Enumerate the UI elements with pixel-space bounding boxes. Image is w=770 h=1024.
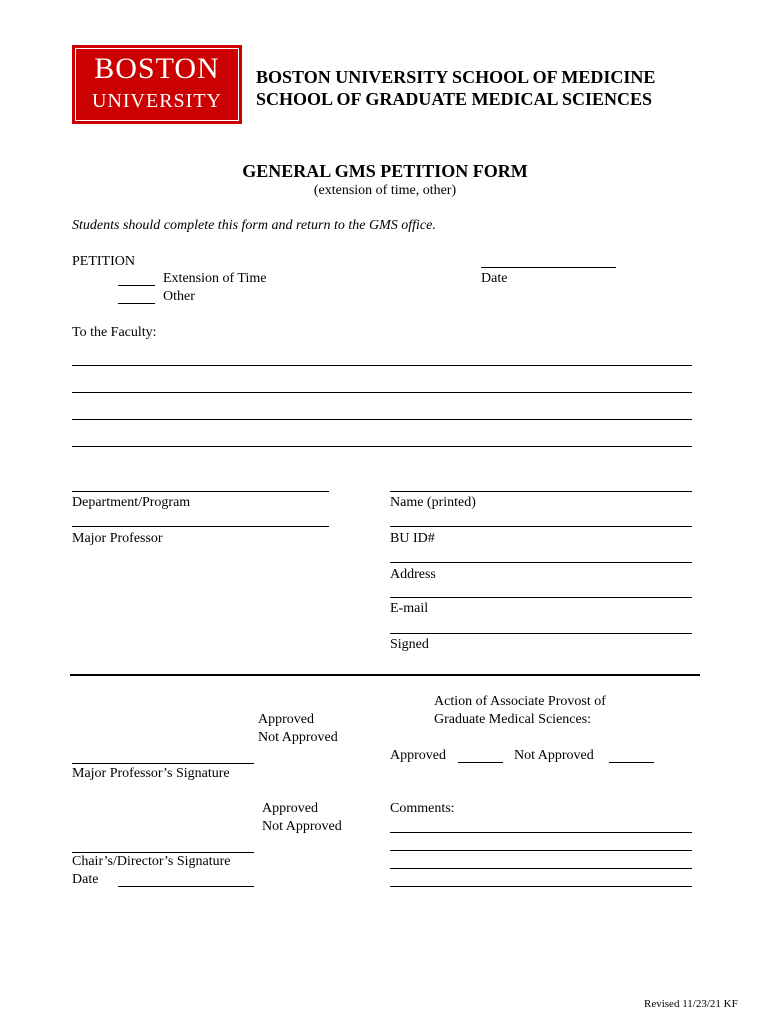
section-divider <box>70 674 700 676</box>
email-label: E-mail <box>390 601 429 616</box>
option-extension-of-time: Extension of Time <box>163 271 267 286</box>
name-field-line[interactable] <box>390 491 692 492</box>
provost-not-approved-blank[interactable] <box>609 762 654 763</box>
address-label: Address <box>390 567 436 582</box>
signed-label: Signed <box>390 637 429 652</box>
name-printed-label: Name (printed) <box>390 495 476 510</box>
provost-action-line2: Graduate Medical Sciences: <box>434 712 592 727</box>
chair-signature-label: Chair’s/Director’s Signature <box>72 854 231 869</box>
form-subtitle: (extension of time, other) <box>313 183 457 198</box>
header-graduate-sciences: SCHOOL OF GRADUATE MEDICAL SCIENCES <box>256 89 653 109</box>
major-prof-not-approved: Not Approved <box>258 730 338 745</box>
bu-id-label: BU ID# <box>390 531 435 546</box>
form-title: GENERAL GMS PETITION FORM <box>242 161 528 181</box>
provost-action-line1: Action of Associate Provost of <box>434 694 606 709</box>
to-faculty-label: To the Faculty: <box>72 325 157 340</box>
logo-text-university: UNIVERSITY <box>92 90 222 112</box>
comments-line-4[interactable] <box>390 886 692 887</box>
comments-line-2[interactable] <box>390 850 692 851</box>
extension-checkbox-blank[interactable] <box>118 285 155 286</box>
comments-line-1[interactable] <box>390 832 692 833</box>
major-prof-signature-line[interactable] <box>72 763 254 764</box>
comments-label: Comments: <box>390 801 455 816</box>
boston-university-logo <box>72 45 242 124</box>
other-checkbox-blank[interactable] <box>118 303 155 304</box>
revised-note: Revised 11/23/21 KF <box>644 998 738 1010</box>
comments-line-3[interactable] <box>390 868 692 869</box>
chair-not-approved: Not Approved <box>262 819 342 834</box>
provost-not-approved-label: Not Approved <box>514 748 594 763</box>
petition-text-line-2[interactable] <box>72 392 692 393</box>
petition-text-line-1[interactable] <box>72 365 692 366</box>
date-label: Date <box>481 271 508 286</box>
petition-label: PETITION <box>72 254 135 269</box>
option-other: Other <box>163 289 195 304</box>
chair-date-label: Date <box>72 872 99 887</box>
petition-text-line-3[interactable] <box>72 419 692 420</box>
instructions-text: Students should complete this form and return to the GMS office. <box>72 218 436 233</box>
department-field-line[interactable] <box>72 491 329 492</box>
major-professor-label: Major Professor <box>72 531 163 546</box>
date-field-line[interactable] <box>481 267 616 268</box>
provost-approved-blank[interactable] <box>458 762 503 763</box>
logo-text-boston: BOSTON <box>94 52 220 85</box>
bu-id-field-line[interactable] <box>390 526 692 527</box>
major-professor-field-line[interactable] <box>72 526 329 527</box>
signed-field-line[interactable] <box>390 633 692 634</box>
major-prof-approved: Approved <box>258 712 314 727</box>
department-label: Department/Program <box>72 495 191 510</box>
chair-approved: Approved <box>262 801 318 816</box>
petition-text-line-4[interactable] <box>72 446 692 447</box>
header-school-medicine: BOSTON UNIVERSITY SCHOOL OF MEDICINE <box>256 67 656 87</box>
chair-date-line[interactable] <box>118 886 254 887</box>
email-field-line[interactable] <box>390 597 692 598</box>
provost-approved-label: Approved <box>390 748 446 763</box>
major-prof-signature-label: Major Professor’s Signature <box>72 766 230 781</box>
address-field-line[interactable] <box>390 562 692 563</box>
